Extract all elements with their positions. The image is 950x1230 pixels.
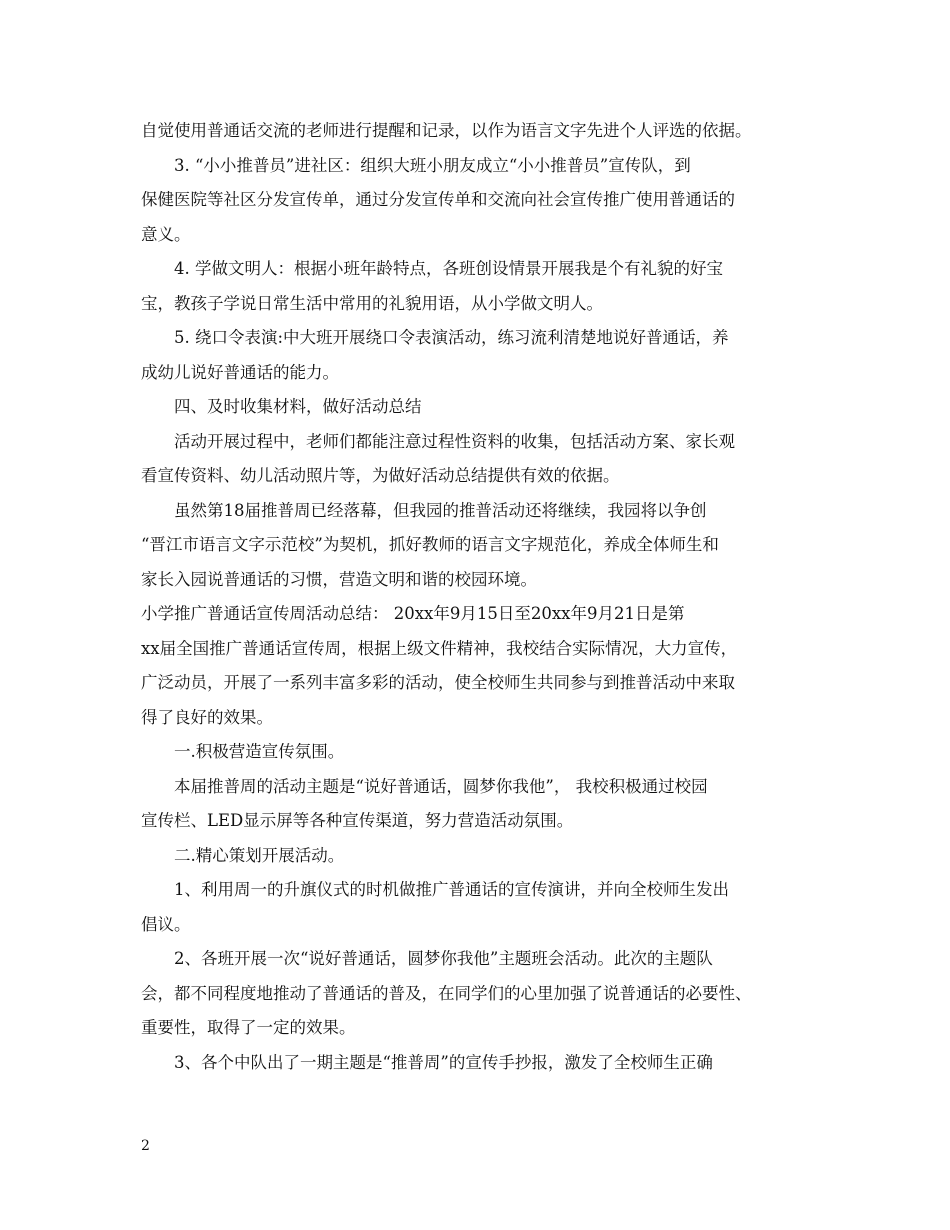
text-line: 自觉使用普通话交流的老师进行提醒和记录，以作为语言文字先进个人评选的依据。: [141, 121, 752, 140]
text-line: 四、及时收集材料，做好活动总结: [174, 397, 422, 416]
text-line: “晋江市语言文字示范校”为契机，抓好教师的语言文字规范化，养成全体师生和: [141, 535, 719, 554]
text-line: 看宣传资料、幼儿活动照片等，为做好活动总结提供有效的依据。: [141, 466, 620, 485]
page-number: 2: [141, 1138, 150, 1154]
text-line: 家长入园说普通话的习惯，营造文明和谐的校园环境。: [141, 569, 537, 589]
text-line: 保健医院等社区分发宣传单，通过分发宣传单和交流向社会宣传推广使用普通话的: [141, 190, 735, 209]
text-line: 3. “小小推普员”进社区：组织大班小朋友成立“小小推普员”宣传队，到: [174, 155, 691, 175]
text-line: 广泛动员，开展了一系列丰富多彩的活动，使全校师生共同参与到推普活动中来取: [141, 673, 735, 692]
text-line: 4. 学做文明人：根据小班年龄特点，各班创设情景开展我是个有礼貌的好宝: [174, 259, 723, 278]
text-line: 重要性，取得了一定的效果。: [141, 1018, 356, 1037]
text-line: 一.积极营造宣传氛围。: [174, 742, 345, 761]
text-line: 得了良好的效果。: [141, 707, 273, 727]
text-line: 5. 绕口令表演:中大班开展绕口令表演活动，练习流利清楚地说好普通话，养: [174, 328, 729, 347]
text-line: 小学推广普通话宣传周活动总结： 20xx年9月15日至20xx年9月21日是第: [141, 604, 685, 623]
text-line: 成幼儿说好普通话的能力。: [141, 362, 339, 382]
text-line: 宣传栏、LED显示屏等各种宣传渠道，努力营造活动氛围。: [141, 811, 574, 830]
text-line: 宝，教孩子学说日常生活中常用的礼貌用语，从小学做文明人。: [141, 293, 603, 313]
text-line: 本届推普周的活动主题是“说好普通话，圆梦你我他”， 我校积极通过校园: [174, 776, 708, 796]
text-line: 1、利用周一的升旗仪式的时机做推广普通话的宣传演讲，并向全校师生发出: [174, 880, 729, 899]
text-line: 倡议。: [141, 914, 191, 934]
text-line: 3、各个中队出了一期主题是“推普周”的宣传手抄报，激发了全校师生正确: [174, 1052, 713, 1072]
document-body: [141, 114, 813, 1080]
text-line: xx届全国推广普通话宣传周，根据上级文件精神，我校结合实际情况，大力宣传，: [141, 638, 738, 658]
text-line: 虽然第18届推普周已经落幕，但我园的推普活动还将继续，我园将以争创: [174, 500, 707, 520]
text-line: 会，都不同程度地推动了普通话的普及，在同学们的心里加强了说普通话的必要性、: [141, 983, 752, 1003]
text-line: 二.精心策划开展活动。: [174, 845, 345, 865]
text-line: 2、各班开展一次“说好普通话，圆梦你我他”主题班会活动。此次的主题队: [174, 949, 713, 968]
text-line: 活动开展过程中，老师们都能注意过程性资料的收集，包括活动方案、家长观: [174, 431, 735, 451]
text-line: 意义。: [141, 224, 191, 244]
